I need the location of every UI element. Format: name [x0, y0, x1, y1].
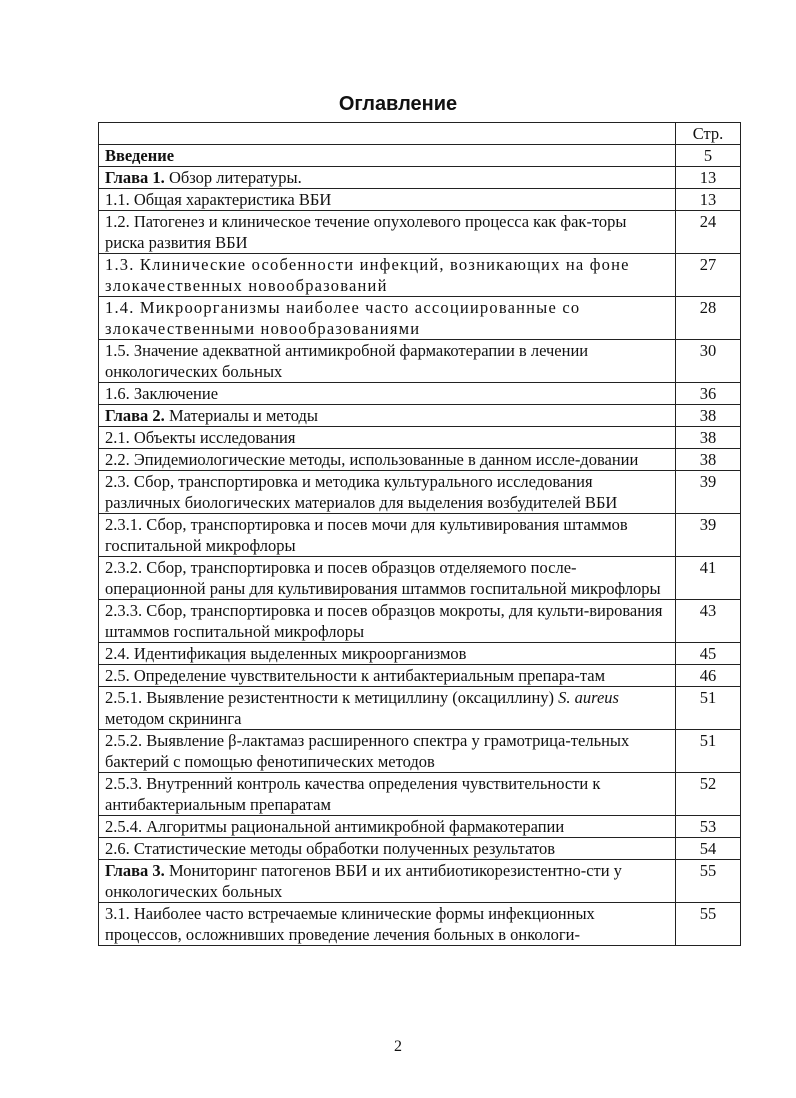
toc-entry-text: 2.3. Сбор, транспортировка и методика культурального исследования различных биологических материалов для выделения возбудителей ВБИ — [99, 471, 676, 514]
toc-entry-text: 2.4. Идентификация выделенных микроорганизмов — [99, 643, 676, 665]
toc-entry-text — [99, 860, 676, 903]
toc-entry-page: 5 — [676, 145, 741, 167]
toc-row — [99, 687, 741, 730]
toc-row — [99, 383, 741, 405]
toc-entry-text: 2.3.3. Сбор, транспортировка и посев образцов мокроты, для культи-вирования штаммов госпитальной микрофлоры — [99, 600, 676, 643]
toc-entry-page: 13 — [676, 167, 741, 189]
toc-header-row — [99, 123, 741, 145]
toc-row — [99, 643, 741, 665]
toc-entry-page: 51 — [676, 730, 741, 773]
toc-entry-text: 2.3.2. Сбор, транспортировка и посев образцов отделяемого после-операционной раны для культивирования штаммов госпитальной микрофлоры — [99, 557, 676, 600]
toc-entry-page: 46 — [676, 665, 741, 687]
toc-row — [99, 860, 741, 903]
toc-entry-text: 1.1. Общая характеристика ВБИ — [99, 189, 676, 211]
toc-entry-page: 28 — [676, 297, 741, 340]
toc-entry-text: 1.6. Заключение — [99, 383, 676, 405]
toc-entry-page: 39 — [676, 514, 741, 557]
toc-row — [99, 838, 741, 860]
toc-entry-text: 1.2. Патогенез и клиническое течение опухолевого процесса как фак-торы риска развития ВБИ — [99, 211, 676, 254]
toc-entry-page: 39 — [676, 471, 741, 514]
toc-header-blank — [99, 123, 676, 145]
toc-row — [99, 211, 741, 254]
toc-entry-page: 38 — [676, 405, 741, 427]
toc-row — [99, 427, 741, 449]
toc-entry-text: 2.1. Объекты исследования — [99, 427, 676, 449]
toc-entry-text: 2.5.2. Выявление β-лактамаз расширенного спектра у грамотрица-тельных бактерий с помощью фенотипических методов — [99, 730, 676, 773]
toc-entry-text — [99, 687, 676, 730]
toc-row — [99, 189, 741, 211]
chapter-title: Обзор литературы. — [168, 168, 302, 187]
toc-entry-text: 1.4. Микроорганизмы наиболее часто ассоциированные со злокачественными новообразованиями — [99, 297, 676, 340]
chapter-label: Глава 2. — [105, 406, 165, 425]
toc-row — [99, 514, 741, 557]
toc-entry-text: Введение — [99, 145, 676, 167]
toc-entry-page: 51 — [676, 687, 741, 730]
toc-row — [99, 340, 741, 383]
toc-entry-page: 54 — [676, 838, 741, 860]
toc-entry-page: 24 — [676, 211, 741, 254]
toc-entry-text: 2.2. Эпидемиологические методы, использованные в данном иссле-довании — [99, 449, 676, 471]
toc-row — [99, 449, 741, 471]
toc-entry-page: 27 — [676, 254, 741, 297]
toc-row — [99, 471, 741, 514]
page-title: Оглавление — [338, 93, 458, 115]
toc-entry-page: 43 — [676, 600, 741, 643]
chapter-title: Материалы и методы — [168, 406, 319, 425]
toc-entry-text: 2.3.1. Сбор, транспортировка и посев мочи для культивирования штаммов госпитальной микрофлоры — [99, 514, 676, 557]
toc-entry-text: 1.5. Значение адекватной антимикробной фармакотерапии в лечении онкологических больных — [99, 340, 676, 383]
toc-row — [99, 297, 741, 340]
toc-header-page: Стр. — [676, 123, 741, 145]
toc-entry-page: 52 — [676, 773, 741, 816]
toc-entry-text: 3.1. Наиболее часто встречаемые клинические формы инфекционных процессов, осложнивших проведение лечения больных в онкологи- — [99, 903, 676, 946]
toc-entry-page: 53 — [676, 816, 741, 838]
toc-entry-text: 2.5.3. Внутренний контроль качества определения чувствительности к антибактериальным препаратам — [99, 773, 676, 816]
entry-tail: методом скрининга — [105, 709, 242, 728]
toc-row — [99, 903, 741, 946]
chapter-label: Глава 3. — [105, 861, 165, 880]
toc-entry-text: 1.3. Клинические особенности инфекций, возникающих на фоне злокачественных новообразований — [99, 254, 676, 297]
toc-entry-page: 55 — [676, 860, 741, 903]
toc-entry-page: 38 — [676, 427, 741, 449]
toc-row — [99, 600, 741, 643]
toc-row — [99, 816, 741, 838]
toc-entry-text: 2.5. Определение чувствительности к антибактериальным препара-там — [99, 665, 676, 687]
chapter-label: Глава 1. — [105, 168, 165, 187]
toc-row — [99, 167, 741, 189]
toc-entry-page: 13 — [676, 189, 741, 211]
chapter-title: Мониторинг патогенов ВБИ и их антибиотикорезистентно-сти у онкологических больных — [105, 861, 622, 901]
toc-entry-page: 36 — [676, 383, 741, 405]
toc-entry-text — [99, 167, 676, 189]
organism-name: S. aureus — [558, 688, 619, 707]
toc-row — [99, 773, 741, 816]
toc-entry-page: 45 — [676, 643, 741, 665]
toc-entry-text: 2.6. Статистические методы обработки полученных результатов — [99, 838, 676, 860]
toc-row — [99, 405, 741, 427]
entry-lead: 2.5.1. Выявление резистентности к метициллину (оксациллину) — [105, 688, 555, 707]
toc-row — [99, 254, 741, 297]
toc-row — [99, 145, 741, 167]
toc-entry-page: 55 — [676, 903, 741, 946]
toc-entry-text: 2.5.4. Алгоритмы рациональной антимикробной фармакотерапии — [99, 816, 676, 838]
toc-entry-page: 41 — [676, 557, 741, 600]
toc-entry-page: 30 — [676, 340, 741, 383]
toc-entry-page: 38 — [676, 449, 741, 471]
page-number: 2 — [394, 1038, 402, 1055]
toc-row — [99, 730, 741, 773]
toc-row — [99, 557, 741, 600]
toc-entry-text — [99, 405, 676, 427]
toc-row — [99, 665, 741, 687]
toc-table — [98, 122, 741, 946]
